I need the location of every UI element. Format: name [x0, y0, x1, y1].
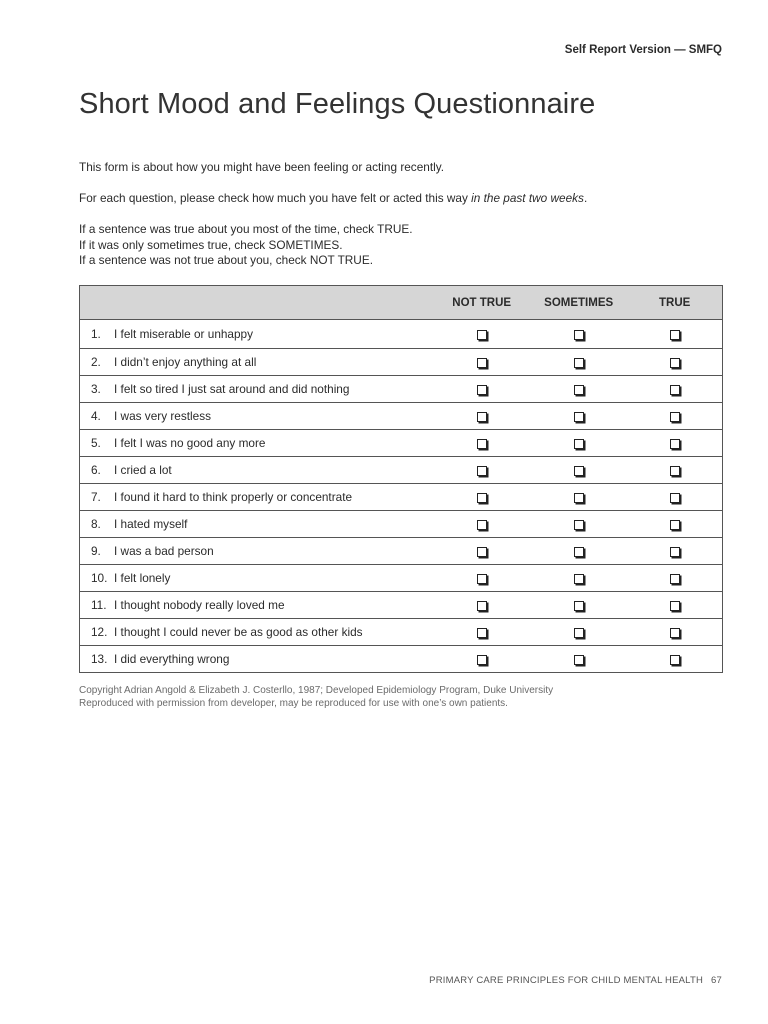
not-true-checkbox-icon[interactable] — [477, 330, 487, 340]
not-true-answer-cell — [433, 592, 530, 619]
question-cell — [80, 538, 434, 565]
question-column-header — [80, 286, 434, 320]
true-answer-cell — [627, 592, 722, 619]
table-row — [80, 565, 723, 592]
true-checkbox-icon[interactable] — [670, 330, 680, 340]
table-row — [80, 484, 723, 511]
true-answer-cell — [627, 457, 722, 484]
question-text: I thought I could never be as good as other kids — [114, 625, 363, 639]
intro-text — [79, 160, 699, 284]
not-true-checkbox-icon[interactable] — [477, 358, 487, 368]
true-checkbox-icon[interactable] — [670, 439, 680, 449]
not-true-checkbox-icon[interactable] — [477, 439, 487, 449]
question-number: 7. — [91, 490, 101, 504]
question-cell — [80, 619, 434, 646]
question-number: 10. — [91, 571, 108, 585]
question-cell — [80, 646, 434, 673]
not-true-column-header: NOT TRUE — [433, 286, 530, 320]
question-text: I didn’t enjoy anything at all — [114, 355, 257, 369]
question-cell — [80, 457, 434, 484]
sometimes-checkbox-icon[interactable] — [574, 628, 584, 638]
true-checkbox-icon[interactable] — [670, 547, 680, 557]
true-checkbox-icon[interactable] — [670, 520, 680, 530]
question-number: 13. — [91, 652, 108, 666]
sometimes-answer-cell — [530, 403, 627, 430]
table-header-row — [80, 286, 723, 320]
not-true-checkbox-icon[interactable] — [477, 601, 487, 611]
question-number: 6. — [91, 463, 101, 477]
question-cell — [80, 349, 434, 376]
not-true-answer-cell — [433, 457, 530, 484]
not-true-checkbox-icon[interactable] — [477, 412, 487, 422]
question-text: I thought nobody really loved me — [114, 598, 285, 612]
true-answer-cell — [627, 511, 722, 538]
sometimes-answer-cell — [530, 457, 627, 484]
question-number: 12. — [91, 625, 108, 639]
page-title: Short Mood and Feelings Questionnaire — [79, 88, 596, 120]
copyright-notice — [79, 685, 553, 710]
question-number: 3. — [91, 382, 101, 396]
sometimes-checkbox-icon[interactable] — [574, 655, 584, 665]
header-label: Self Report Version — SMFQ — [564, 44, 722, 56]
table-row — [80, 457, 723, 484]
question-cell — [80, 430, 434, 457]
table-row — [80, 538, 723, 565]
true-answer-cell — [627, 320, 722, 349]
table-row — [80, 646, 723, 673]
not-true-checkbox-icon[interactable] — [477, 385, 487, 395]
question-text: I was a bad person — [114, 544, 214, 558]
question-cell — [80, 320, 434, 349]
intro-line-3: If a sentence was true about you most of the time, check TRUE. — [79, 222, 413, 236]
table-row — [80, 376, 723, 403]
sometimes-answer-cell — [530, 376, 627, 403]
true-answer-cell — [627, 565, 722, 592]
sometimes-answer-cell — [530, 565, 627, 592]
table-row — [80, 349, 723, 376]
not-true-answer-cell — [433, 430, 530, 457]
intro-line-2-suffix: . — [583, 191, 588, 205]
sometimes-answer-cell — [530, 349, 627, 376]
sometimes-answer-cell — [530, 538, 627, 565]
true-answer-cell — [627, 376, 722, 403]
table-row — [80, 320, 723, 349]
sometimes-checkbox-icon[interactable] — [574, 358, 584, 368]
question-cell — [80, 484, 434, 511]
question-cell — [80, 403, 434, 430]
sometimes-answer-cell — [530, 320, 627, 349]
sometimes-answer-cell — [530, 430, 627, 457]
table-row — [80, 430, 723, 457]
sometimes-answer-cell — [530, 511, 627, 538]
sometimes-checkbox-icon[interactable] — [574, 547, 584, 557]
question-text: I felt lonely — [114, 571, 171, 585]
sometimes-checkbox-icon[interactable] — [574, 412, 584, 422]
not-true-answer-cell — [433, 619, 530, 646]
true-checkbox-icon[interactable] — [670, 628, 680, 638]
question-text: I felt miserable or unhappy — [114, 327, 254, 341]
true-checkbox-icon[interactable] — [670, 412, 680, 422]
true-answer-cell — [627, 619, 722, 646]
not-true-answer-cell — [433, 646, 530, 673]
sometimes-checkbox-icon[interactable] — [574, 330, 584, 340]
sometimes-answer-cell — [530, 619, 627, 646]
true-answer-cell — [627, 403, 722, 430]
sometimes-answer-cell — [530, 646, 627, 673]
copyright-line-1: Copyright Adrian Angold & Elizabeth J. Costerllo, 1987; Developed Epidemiology Program, Duke University — [79, 685, 554, 696]
sometimes-answer-cell — [530, 484, 627, 511]
not-true-answer-cell — [433, 538, 530, 565]
question-text: I did everything wrong — [114, 652, 230, 666]
question-list — [80, 320, 723, 673]
sometimes-column-header: SOMETIMES — [530, 286, 627, 320]
question-number: 9. — [91, 544, 101, 558]
question-number: 8. — [91, 517, 101, 531]
not-true-checkbox-icon[interactable] — [477, 628, 487, 638]
true-checkbox-icon[interactable] — [670, 466, 680, 476]
sometimes-checkbox-icon[interactable] — [574, 385, 584, 395]
not-true-checkbox-icon[interactable] — [477, 466, 487, 476]
question-text: I was very restless — [114, 409, 212, 423]
footer-text: PRIMARY CARE PRINCIPLES FOR CHILD MENTAL HEALTH — [429, 975, 704, 986]
true-answer-cell — [627, 538, 722, 565]
question-number: 4. — [91, 409, 101, 423]
sometimes-checkbox-icon[interactable] — [574, 574, 584, 584]
not-true-answer-cell — [433, 484, 530, 511]
table-row — [80, 592, 723, 619]
question-text: I cried a lot — [114, 463, 172, 477]
sometimes-checkbox-icon[interactable] — [574, 601, 584, 611]
question-cell — [80, 565, 434, 592]
intro-line-4: If it was only sometimes true, check SOMETIMES. — [79, 237, 343, 252]
sometimes-checkbox-icon[interactable] — [574, 439, 584, 449]
true-answer-cell — [627, 349, 722, 376]
sometimes-answer-cell — [530, 592, 627, 619]
copyright-line-2: Reproduced with permission from developer, may be reproduced for use with one’s own patients. — [79, 697, 508, 709]
table-row — [80, 511, 723, 538]
true-checkbox-icon[interactable] — [670, 655, 680, 665]
sometimes-checkbox-icon[interactable] — [574, 493, 584, 503]
question-number: 11. — [91, 598, 107, 612]
page-footer — [429, 975, 722, 986]
true-checkbox-icon[interactable] — [670, 385, 680, 395]
not-true-answer-cell — [433, 565, 530, 592]
not-true-checkbox-icon[interactable] — [477, 655, 487, 665]
intro-instructions — [79, 222, 699, 269]
intro-line-2 — [79, 191, 699, 207]
question-text: I hated myself — [114, 517, 188, 531]
question-text: I found it hard to think properly or concentrate — [114, 490, 353, 504]
question-number: 2. — [91, 355, 101, 369]
true-checkbox-icon[interactable] — [670, 601, 680, 611]
true-checkbox-icon[interactable] — [670, 574, 680, 584]
true-answer-cell — [627, 484, 722, 511]
true-column-header: TRUE — [627, 286, 722, 320]
intro-line-5: If a sentence was not true about you, check NOT TRUE. — [79, 253, 373, 267]
question-cell — [80, 511, 434, 538]
table-row — [80, 403, 723, 430]
not-true-answer-cell — [433, 376, 530, 403]
intro-line-2-emphasis: in the past two weeks — [471, 191, 584, 205]
not-true-answer-cell — [433, 349, 530, 376]
question-number: 1. — [91, 327, 101, 341]
not-true-checkbox-icon[interactable] — [477, 493, 487, 503]
page-number: 67 — [711, 975, 722, 986]
not-true-checkbox-icon[interactable] — [477, 574, 487, 584]
table-row — [80, 619, 723, 646]
question-cell — [80, 376, 434, 403]
true-answer-cell — [627, 646, 722, 673]
sometimes-checkbox-icon[interactable] — [574, 466, 584, 476]
question-text: I felt I was no good any more — [114, 436, 266, 450]
true-answer-cell — [627, 430, 722, 457]
not-true-answer-cell — [433, 320, 530, 349]
sometimes-checkbox-icon[interactable] — [574, 520, 584, 530]
not-true-answer-cell — [433, 403, 530, 430]
not-true-checkbox-icon[interactable] — [477, 520, 487, 530]
not-true-checkbox-icon[interactable] — [477, 547, 487, 557]
intro-line-1: This form is about how you might have been feeling or acting recently. — [79, 160, 445, 174]
question-text: I felt so tired I just sat around and did nothing — [114, 382, 350, 396]
not-true-answer-cell — [433, 511, 530, 538]
intro-line-2-prefix: For each question, please check how much you have felt or acted this way — [79, 191, 472, 205]
true-checkbox-icon[interactable] — [670, 358, 680, 368]
true-checkbox-icon[interactable] — [670, 493, 680, 503]
question-number: 5. — [91, 436, 101, 450]
questionnaire-table — [79, 285, 723, 673]
question-cell — [80, 592, 434, 619]
